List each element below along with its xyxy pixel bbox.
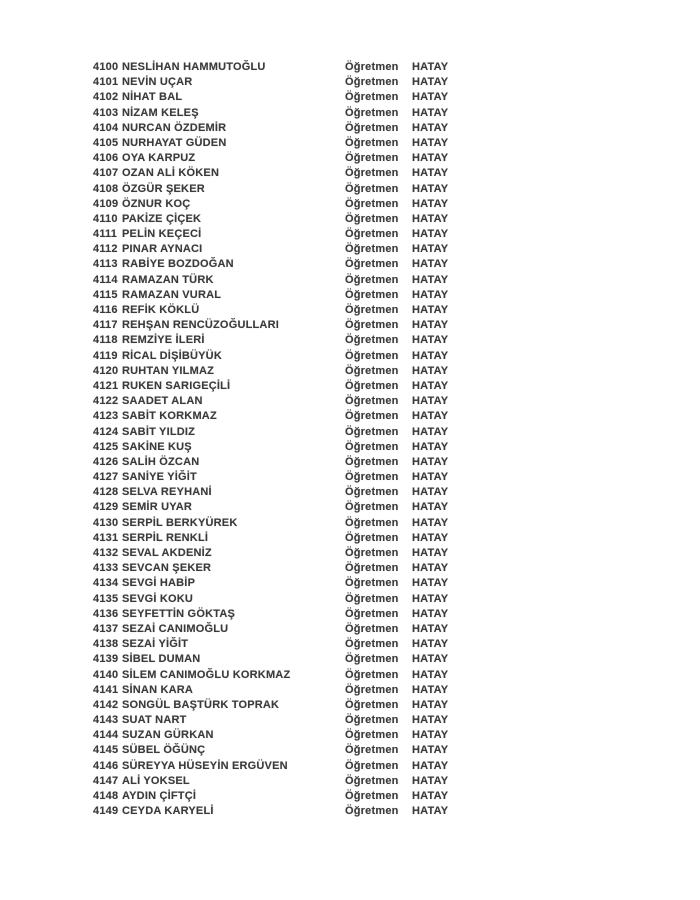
row-number: 4129 — [93, 501, 119, 514]
role-label: Öğretmen — [345, 531, 399, 544]
province-label: HATAY — [412, 622, 449, 635]
province-label: HATAY — [412, 774, 449, 787]
row-number: 4116 — [93, 304, 118, 316]
table-row — [93, 531, 633, 546]
person-name: PINAR AYNACI — [122, 243, 203, 256]
person-name: NURHAYAT GÜDEN — [122, 136, 227, 149]
table-row — [93, 227, 633, 242]
row-number: 4146 — [93, 759, 119, 772]
row-number: 4142 — [93, 698, 119, 711]
person-name: SUZAN GÜRKAN — [122, 729, 214, 742]
person-name: SEVGİ KOKU — [122, 592, 194, 605]
role-label: Öğretmen — [345, 121, 399, 134]
person-name: SÜBEL ÖĞÜNÇ — [122, 744, 206, 757]
row-number: 4112 — [93, 243, 118, 256]
person-name: CEYDA KARYELİ — [122, 805, 214, 818]
table-row — [93, 425, 633, 440]
role-label: Öğretmen — [345, 410, 399, 423]
table-row — [93, 713, 633, 728]
table-row — [93, 318, 633, 333]
province-label: HATAY — [412, 683, 449, 696]
row-number: 4100 — [93, 61, 119, 73]
role-label: Öğretmen — [345, 395, 399, 408]
table-row — [93, 136, 633, 151]
table-row — [93, 349, 633, 364]
role-label: Öğretmen — [345, 152, 399, 165]
person-name: RAMAZAN TÜRK — [122, 273, 214, 286]
row-number: 4122 — [93, 395, 119, 408]
row-number: 4106 — [93, 152, 119, 165]
role-label: Öğretmen — [345, 212, 399, 225]
province-label: HATAY — [412, 714, 449, 727]
table-row — [93, 622, 633, 637]
table-row — [93, 576, 633, 591]
person-name: OZAN ALİ KÖKEN — [122, 167, 220, 180]
province-label: HATAY — [412, 653, 449, 666]
row-number: 4110 — [93, 212, 118, 225]
row-number: 4132 — [93, 547, 119, 559]
row-number: 4121 — [93, 379, 119, 392]
role-label: Öğretmen — [345, 61, 399, 73]
row-number: 4138 — [93, 638, 119, 651]
row-number: 4117 — [93, 319, 118, 332]
role-label: Öğretmen — [345, 91, 399, 104]
table-row — [93, 166, 633, 181]
province-label: HATAY — [412, 455, 449, 468]
province-label: HATAY — [412, 334, 449, 347]
province-label: HATAY — [412, 243, 449, 256]
province-label: HATAY — [412, 91, 449, 104]
role-label: Öğretmen — [345, 379, 399, 392]
row-number: 4141 — [93, 683, 119, 696]
row-number: 4104 — [93, 121, 119, 134]
person-name: REHŞAN RENCÜZOĞULLARI — [122, 319, 279, 332]
row-number: 4131 — [93, 531, 119, 544]
role-label: Öğretmen — [345, 136, 399, 149]
province-label: HATAY — [412, 698, 449, 711]
person-name: REMZİYE İLERİ — [122, 334, 205, 347]
person-name: SELVA REYHANİ — [122, 486, 212, 499]
person-name: SUAT NART — [122, 714, 187, 727]
province-label: HATAY — [412, 61, 449, 73]
row-number: 4113 — [93, 258, 118, 271]
role-label: Öğretmen — [345, 364, 399, 377]
role-label: Öğretmen — [345, 319, 399, 332]
person-name: SEZAİ YİĞİT — [122, 638, 189, 651]
province-label: HATAY — [412, 471, 449, 484]
row-number: 4108 — [93, 182, 119, 195]
person-name: RABİYE BOZDOĞAN — [122, 258, 234, 271]
province-label: HATAY — [412, 562, 449, 575]
person-name: SİBEL DUMAN — [122, 653, 201, 666]
province-label: HATAY — [412, 501, 449, 514]
row-number: 4119 — [93, 349, 118, 362]
role-label: Öğretmen — [345, 471, 399, 484]
table-row — [93, 637, 633, 652]
person-name: RİCAL DİŞİBÜYÜK — [122, 349, 222, 362]
table-row — [93, 668, 633, 683]
province-label: HATAY — [412, 258, 449, 271]
row-number: 4147 — [93, 774, 119, 787]
person-name: SALİH ÖZCAN — [122, 455, 200, 468]
row-number: 4126 — [93, 455, 119, 468]
role-label: Öğretmen — [345, 729, 399, 742]
row-number: 4123 — [93, 410, 119, 423]
role-label: Öğretmen — [345, 592, 399, 605]
role-label: Öğretmen — [345, 516, 399, 529]
row-number: 4124 — [93, 425, 119, 438]
role-label: Öğretmen — [345, 668, 399, 681]
table-row — [93, 485, 633, 500]
province-label: HATAY — [412, 304, 449, 316]
province-label: HATAY — [412, 395, 449, 408]
role-label: Öğretmen — [345, 455, 399, 468]
row-number: 4105 — [93, 136, 119, 149]
province-label: HATAY — [412, 319, 449, 332]
role-label: Öğretmen — [345, 273, 399, 286]
role-label: Öğretmen — [345, 334, 399, 347]
province-label: HATAY — [412, 486, 449, 499]
table-row — [93, 561, 633, 576]
table-row — [93, 273, 633, 288]
province-label: HATAY — [412, 607, 449, 620]
person-name: NURCAN ÖZDEMİR — [122, 121, 227, 134]
role-label: Öğretmen — [345, 638, 399, 651]
province-label: HATAY — [412, 152, 449, 165]
person-name: SERPİL RENKLİ — [122, 531, 209, 544]
person-name: SİNAN KARA — [122, 683, 194, 696]
person-name: AYDIN ÇİFTÇİ — [122, 790, 197, 802]
person-name: SEVGİ HABİP — [122, 577, 196, 590]
row-number: 4107 — [93, 167, 119, 180]
person-name: OYA KARPUZ — [122, 152, 196, 165]
role-label: Öğretmen — [345, 182, 399, 195]
person-name: RUHTAN YILMAZ — [122, 364, 215, 377]
province-label: HATAY — [412, 167, 449, 180]
province-label: HATAY — [412, 76, 449, 89]
person-name: SAKİNE KUŞ — [122, 440, 192, 453]
province-label: HATAY — [412, 547, 449, 559]
role-label: Öğretmen — [345, 501, 399, 514]
province-label: HATAY — [412, 288, 449, 301]
table-row — [93, 257, 633, 272]
table-row — [93, 774, 633, 789]
table-row — [93, 698, 633, 713]
row-number: 4148 — [93, 790, 119, 802]
table-row — [93, 789, 633, 804]
province-label: HATAY — [412, 121, 449, 134]
person-name: ALİ YOKSEL — [122, 774, 190, 787]
province-label: HATAY — [412, 425, 449, 438]
role-label: Öğretmen — [345, 698, 399, 711]
province-label: HATAY — [412, 592, 449, 605]
row-number: 4136 — [93, 607, 119, 620]
province-label: HATAY — [412, 805, 449, 818]
table-row — [93, 364, 633, 379]
table-row — [93, 288, 633, 303]
table-row — [93, 470, 633, 485]
person-name: SEMİR UYAR — [122, 501, 193, 514]
row-number: 4144 — [93, 729, 119, 742]
person-name: SİLEM CANIMOĞLU KORKMAZ — [122, 668, 291, 681]
role-label: Öğretmen — [345, 288, 399, 301]
row-number: 4149 — [93, 805, 119, 818]
role-label: Öğretmen — [345, 106, 399, 119]
role-label: Öğretmen — [345, 805, 399, 818]
person-name: SÜREYYA HÜSEYİN ERGÜVEN — [122, 759, 288, 772]
row-number: 4101 — [93, 76, 119, 89]
person-name: SEVCAN ŞEKER — [122, 562, 212, 575]
role-label: Öğretmen — [345, 607, 399, 620]
role-label: Öğretmen — [345, 577, 399, 590]
table-row — [93, 455, 633, 470]
person-name: SEZAİ CANIMOĞLU — [122, 622, 229, 635]
table-row — [93, 440, 633, 455]
table-row — [93, 60, 633, 75]
person-name: SANİYE YİĞİT — [122, 471, 197, 484]
table-row — [93, 303, 633, 318]
table-row — [93, 106, 633, 121]
role-label: Öğretmen — [345, 425, 399, 438]
province-label: HATAY — [412, 379, 449, 392]
person-name: PELİN KEÇECİ — [122, 228, 202, 241]
province-label: HATAY — [412, 668, 449, 681]
province-label: HATAY — [412, 516, 449, 529]
person-name: RAMAZAN VURAL — [122, 288, 222, 301]
role-label: Öğretmen — [345, 197, 399, 210]
role-label: Öğretmen — [345, 744, 399, 757]
person-name: SONGÜL BAŞTÜRK TOPRAK — [122, 698, 280, 711]
row-number: 4127 — [93, 471, 119, 484]
province-label: HATAY — [412, 182, 449, 195]
table-row — [93, 683, 633, 698]
table-row — [93, 121, 633, 136]
province-label: HATAY — [412, 759, 449, 772]
row-number: 4115 — [93, 288, 118, 301]
row-number: 4114 — [93, 273, 118, 286]
province-label: HATAY — [412, 410, 449, 423]
table-row — [93, 516, 633, 531]
province-label: HATAY — [412, 136, 449, 149]
row-number: 4118 — [93, 334, 118, 347]
province-label: HATAY — [412, 577, 449, 590]
province-label: HATAY — [412, 228, 449, 241]
role-label: Öğretmen — [345, 774, 399, 787]
role-label: Öğretmen — [345, 76, 399, 89]
table-row — [93, 379, 633, 394]
role-label: Öğretmen — [345, 622, 399, 635]
role-label: Öğretmen — [345, 258, 399, 271]
person-name: ÖZNUR KOÇ — [122, 197, 191, 210]
person-name: SABİT YILDIZ — [122, 425, 196, 438]
row-number: 4125 — [93, 440, 119, 453]
table-row — [93, 804, 633, 819]
role-label: Öğretmen — [345, 714, 399, 727]
province-label: HATAY — [412, 790, 449, 802]
row-number: 4135 — [93, 592, 119, 605]
row-number: 4103 — [93, 106, 119, 119]
row-number: 4139 — [93, 653, 119, 666]
province-label: HATAY — [412, 744, 449, 757]
province-label: HATAY — [412, 729, 449, 742]
row-number: 4120 — [93, 364, 119, 377]
province-label: HATAY — [412, 273, 449, 286]
table-row — [93, 333, 633, 348]
row-number: 4109 — [93, 197, 119, 210]
table-row — [93, 75, 633, 90]
person-name: RUKEN SARIGEÇİLİ — [122, 379, 231, 392]
province-label: HATAY — [412, 106, 449, 119]
person-name: PAKİZE ÇİÇEK — [122, 212, 202, 225]
province-label: HATAY — [412, 440, 449, 453]
person-name: SERPİL BERKYÜREK — [122, 516, 238, 529]
role-label: Öğretmen — [345, 349, 399, 362]
role-label: Öğretmen — [345, 167, 399, 180]
person-name: ÖZGÜR ŞEKER — [122, 182, 205, 195]
row-number: 4140 — [93, 668, 119, 681]
province-label: HATAY — [412, 349, 449, 362]
row-number: 4134 — [93, 577, 119, 590]
person-name: NEVİN UÇAR — [122, 76, 193, 89]
province-label: HATAY — [412, 531, 449, 544]
role-label: Öğretmen — [345, 243, 399, 256]
role-label: Öğretmen — [345, 790, 399, 802]
table-row — [93, 409, 633, 424]
row-number: 4145 — [93, 744, 119, 757]
role-label: Öğretmen — [345, 653, 399, 666]
table-row — [93, 151, 633, 166]
row-number: 4130 — [93, 516, 119, 529]
table-row — [93, 592, 633, 607]
role-label: Öğretmen — [345, 304, 399, 316]
row-number: 4137 — [93, 622, 119, 635]
table-row — [93, 607, 633, 622]
row-number: 4111 — [93, 228, 118, 241]
row-number: 4102 — [93, 91, 119, 104]
province-label: HATAY — [412, 197, 449, 210]
table-row — [93, 728, 633, 743]
table-row — [93, 652, 633, 667]
person-name: REFİK KÖKLÜ — [122, 304, 200, 316]
person-name: SEVAL AKDENİZ — [122, 547, 212, 559]
province-label: HATAY — [412, 364, 449, 377]
person-name: NESLİHAN HAMMUTOĞLU — [122, 61, 266, 73]
table-row — [93, 182, 633, 197]
table-row — [93, 90, 633, 105]
person-name: SAADET ALAN — [122, 395, 203, 408]
table-row — [93, 759, 633, 774]
teacher-roster-list — [93, 60, 633, 819]
role-label: Öğretmen — [345, 759, 399, 772]
table-row — [93, 546, 633, 561]
person-name: SEYFETTİN GÖKTAŞ — [122, 607, 236, 620]
person-name: NİZAM KELEŞ — [122, 106, 199, 119]
person-name: NİHAT BAL — [122, 91, 183, 104]
role-label: Öğretmen — [345, 228, 399, 241]
role-label: Öğretmen — [345, 547, 399, 559]
table-row — [93, 743, 633, 758]
role-label: Öğretmen — [345, 562, 399, 575]
row-number: 4133 — [93, 562, 119, 575]
table-row — [93, 197, 633, 212]
role-label: Öğretmen — [345, 486, 399, 499]
role-label: Öğretmen — [345, 440, 399, 453]
row-number: 4128 — [93, 486, 119, 499]
province-label: HATAY — [412, 212, 449, 225]
province-label: HATAY — [412, 638, 449, 651]
role-label: Öğretmen — [345, 683, 399, 696]
table-row — [93, 212, 633, 227]
person-name: SABİT KORKMAZ — [122, 410, 217, 423]
table-row — [93, 242, 633, 257]
table-row — [93, 394, 633, 409]
row-number: 4143 — [93, 714, 119, 727]
table-row — [93, 500, 633, 515]
